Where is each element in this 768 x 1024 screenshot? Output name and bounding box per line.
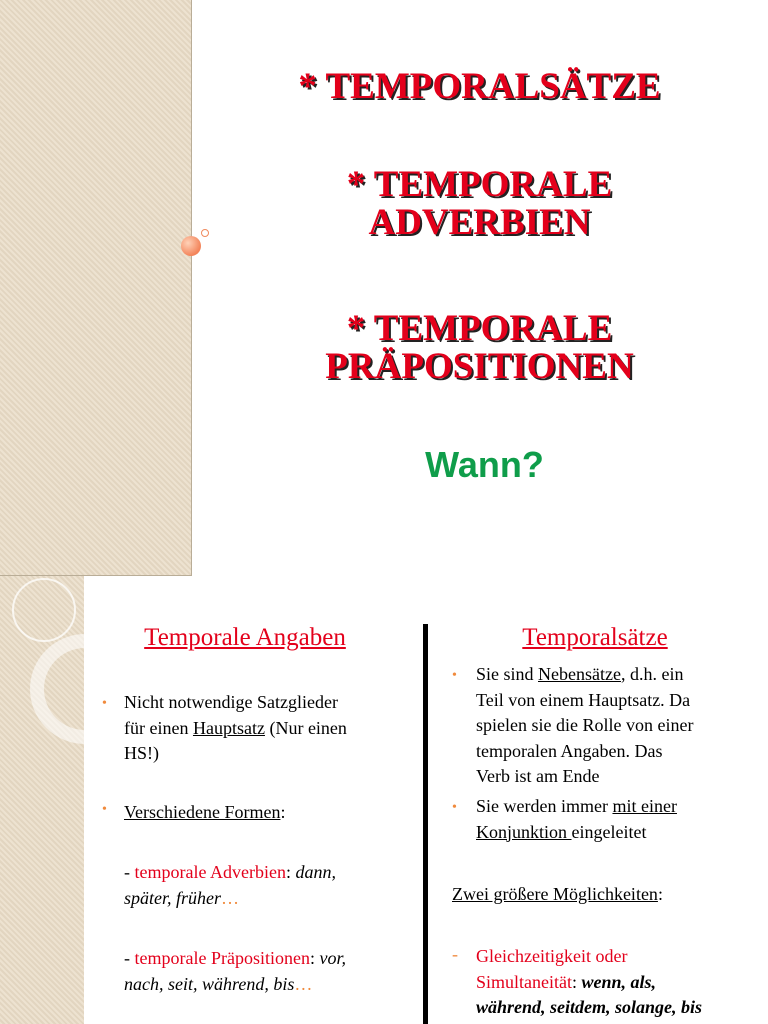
slide-title-temporale-praepositionen bbox=[191, 310, 768, 386]
decorative-side-strip bbox=[0, 0, 192, 576]
title-text: * TEMPORALSÄTZE bbox=[298, 66, 661, 107]
bullet-icon: • bbox=[102, 802, 107, 817]
right-bullet-1: Sie sind Nebensätze, d.h. ein Teil von einem Hauptsatz. Da spielen sie die Rolle von einer temporalen Angaben. Das Verb ist am Ende bbox=[476, 664, 694, 786]
question-wann: Wann? bbox=[425, 444, 544, 485]
title-text: * TEMPORALE bbox=[346, 308, 613, 349]
right-bullet-2: Sie werden immer mit einer Konjunktion eingeleitet bbox=[476, 796, 677, 842]
slide-title-temporalsaetze bbox=[191, 68, 768, 106]
dash-marker: - bbox=[452, 944, 458, 964]
temporal-adverbs-item: - temporale Adverbien: dann, später, früher… bbox=[124, 862, 336, 908]
right-column-title: Temporalsätze bbox=[522, 624, 668, 651]
title-text: ADVERBIEN bbox=[368, 202, 591, 243]
right-subheading: Zwei größere Möglichkeiten: bbox=[452, 884, 663, 904]
bullet-icon: • bbox=[452, 800, 457, 815]
left-bullet-2: Verschiedene Formen: bbox=[124, 802, 286, 822]
column-divider bbox=[423, 624, 428, 1024]
title-text: * TEMPORALE bbox=[346, 164, 613, 205]
decorative-ring-small bbox=[12, 578, 76, 642]
content-slide bbox=[0, 576, 768, 1024]
bullet-icon: • bbox=[102, 696, 107, 711]
slide-title-temporale-adverbien bbox=[191, 166, 768, 242]
temporal-prepositions-item: - temporale Präpositionen: vor, nach, seit, während, bis… bbox=[124, 948, 346, 994]
simultaneity-item: Gleichzeitigkeit oder Simultaneität: wenn, als, während, seitdem, solange, bis bbox=[476, 946, 703, 1017]
left-bullet-1: Nicht notwendige Satzglieder für einen Hauptsatz (Nur einen HS!) bbox=[124, 692, 347, 763]
bullet-icon: • bbox=[452, 668, 457, 683]
left-column-title: Temporale Angaben bbox=[144, 624, 346, 651]
title-text: PRÄPOSITIONEN bbox=[325, 346, 634, 387]
